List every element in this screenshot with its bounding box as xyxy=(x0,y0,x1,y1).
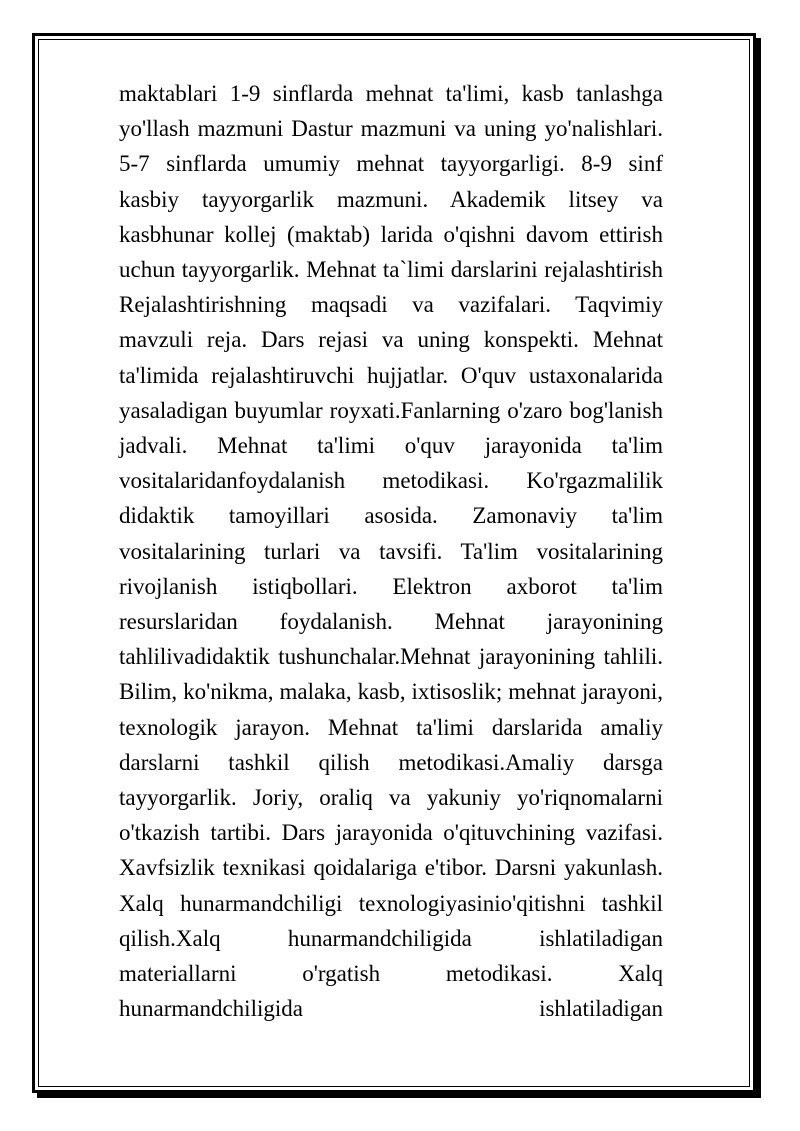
page-border xyxy=(32,33,756,1093)
body-paragraph: maktablari 1-9 sinflarda mehnat ta'limi, kasb tanlashga yo'llash mazmuni Dastur mazmuni va uning yo'nalishlari. 5-7 sinflarda umumiy mehnat tayyorgarligi. 8-9 sinf kasbiy tayyorgarlik mazmuni. Akademik litsey va kasbhunar kollej (maktab) larida o'qishni davom ettirish uchun tayyorgarlik. Mehnat ta`limi darslarini rejalashtirish Rejalashtirishning maqsadi va vazifalari. Taqvimiy mavzuli reja. Dars rejasi va uning konspekti. Mehnat ta'limida rejalashtiruvchi hujjatlar. O'quv ustaxonalarida yasaladigan buyumlar royxati.Fanlarning o'zaro bog'lanish jadvali. Mehnat ta'limi o'quv jarayonida ta'lim vositalaridanfoydalanish metodikasi. Ko'rgazmalilik didaktik tamoyillari asosida. Zamonaviy ta'lim vositalarining turlari va tavsifi. Ta'lim vositalarining rivojlanish istiqbollari. Elektron axborot ta'lim resurslaridan foydalanish. Mehnat jarayonining tahlilivadidaktik tushunchalar.Mehnat jarayonining tahlili. Bilim, ko'nikma, malaka, kasb, ixtisoslik; mehnat jarayoni, texnologik jarayon. Mehnat ta'limi darslarida amaliy darslarni tashkil qilish metodikasi.Amaliy darsga tayyorgarlik. Joriy, oraliq va yakuniy yo'riqnomalarni o'tkazish tartibi. Dars jarayonida o'qituvchining vazifasi. Xavfsizlik texnikasi qoidalariga e'tibor. Darsni yakunlash. Xalq hunarmandchiligi texnologiyasinio'qitishni tashkil qilish.Xalq hunarmandchiligida ishlatiladigan materiallarni o'rgatish metodikasi. Xalq hunarmandchiligida ishlatiladigan xyxy=(119,81,663,1022)
